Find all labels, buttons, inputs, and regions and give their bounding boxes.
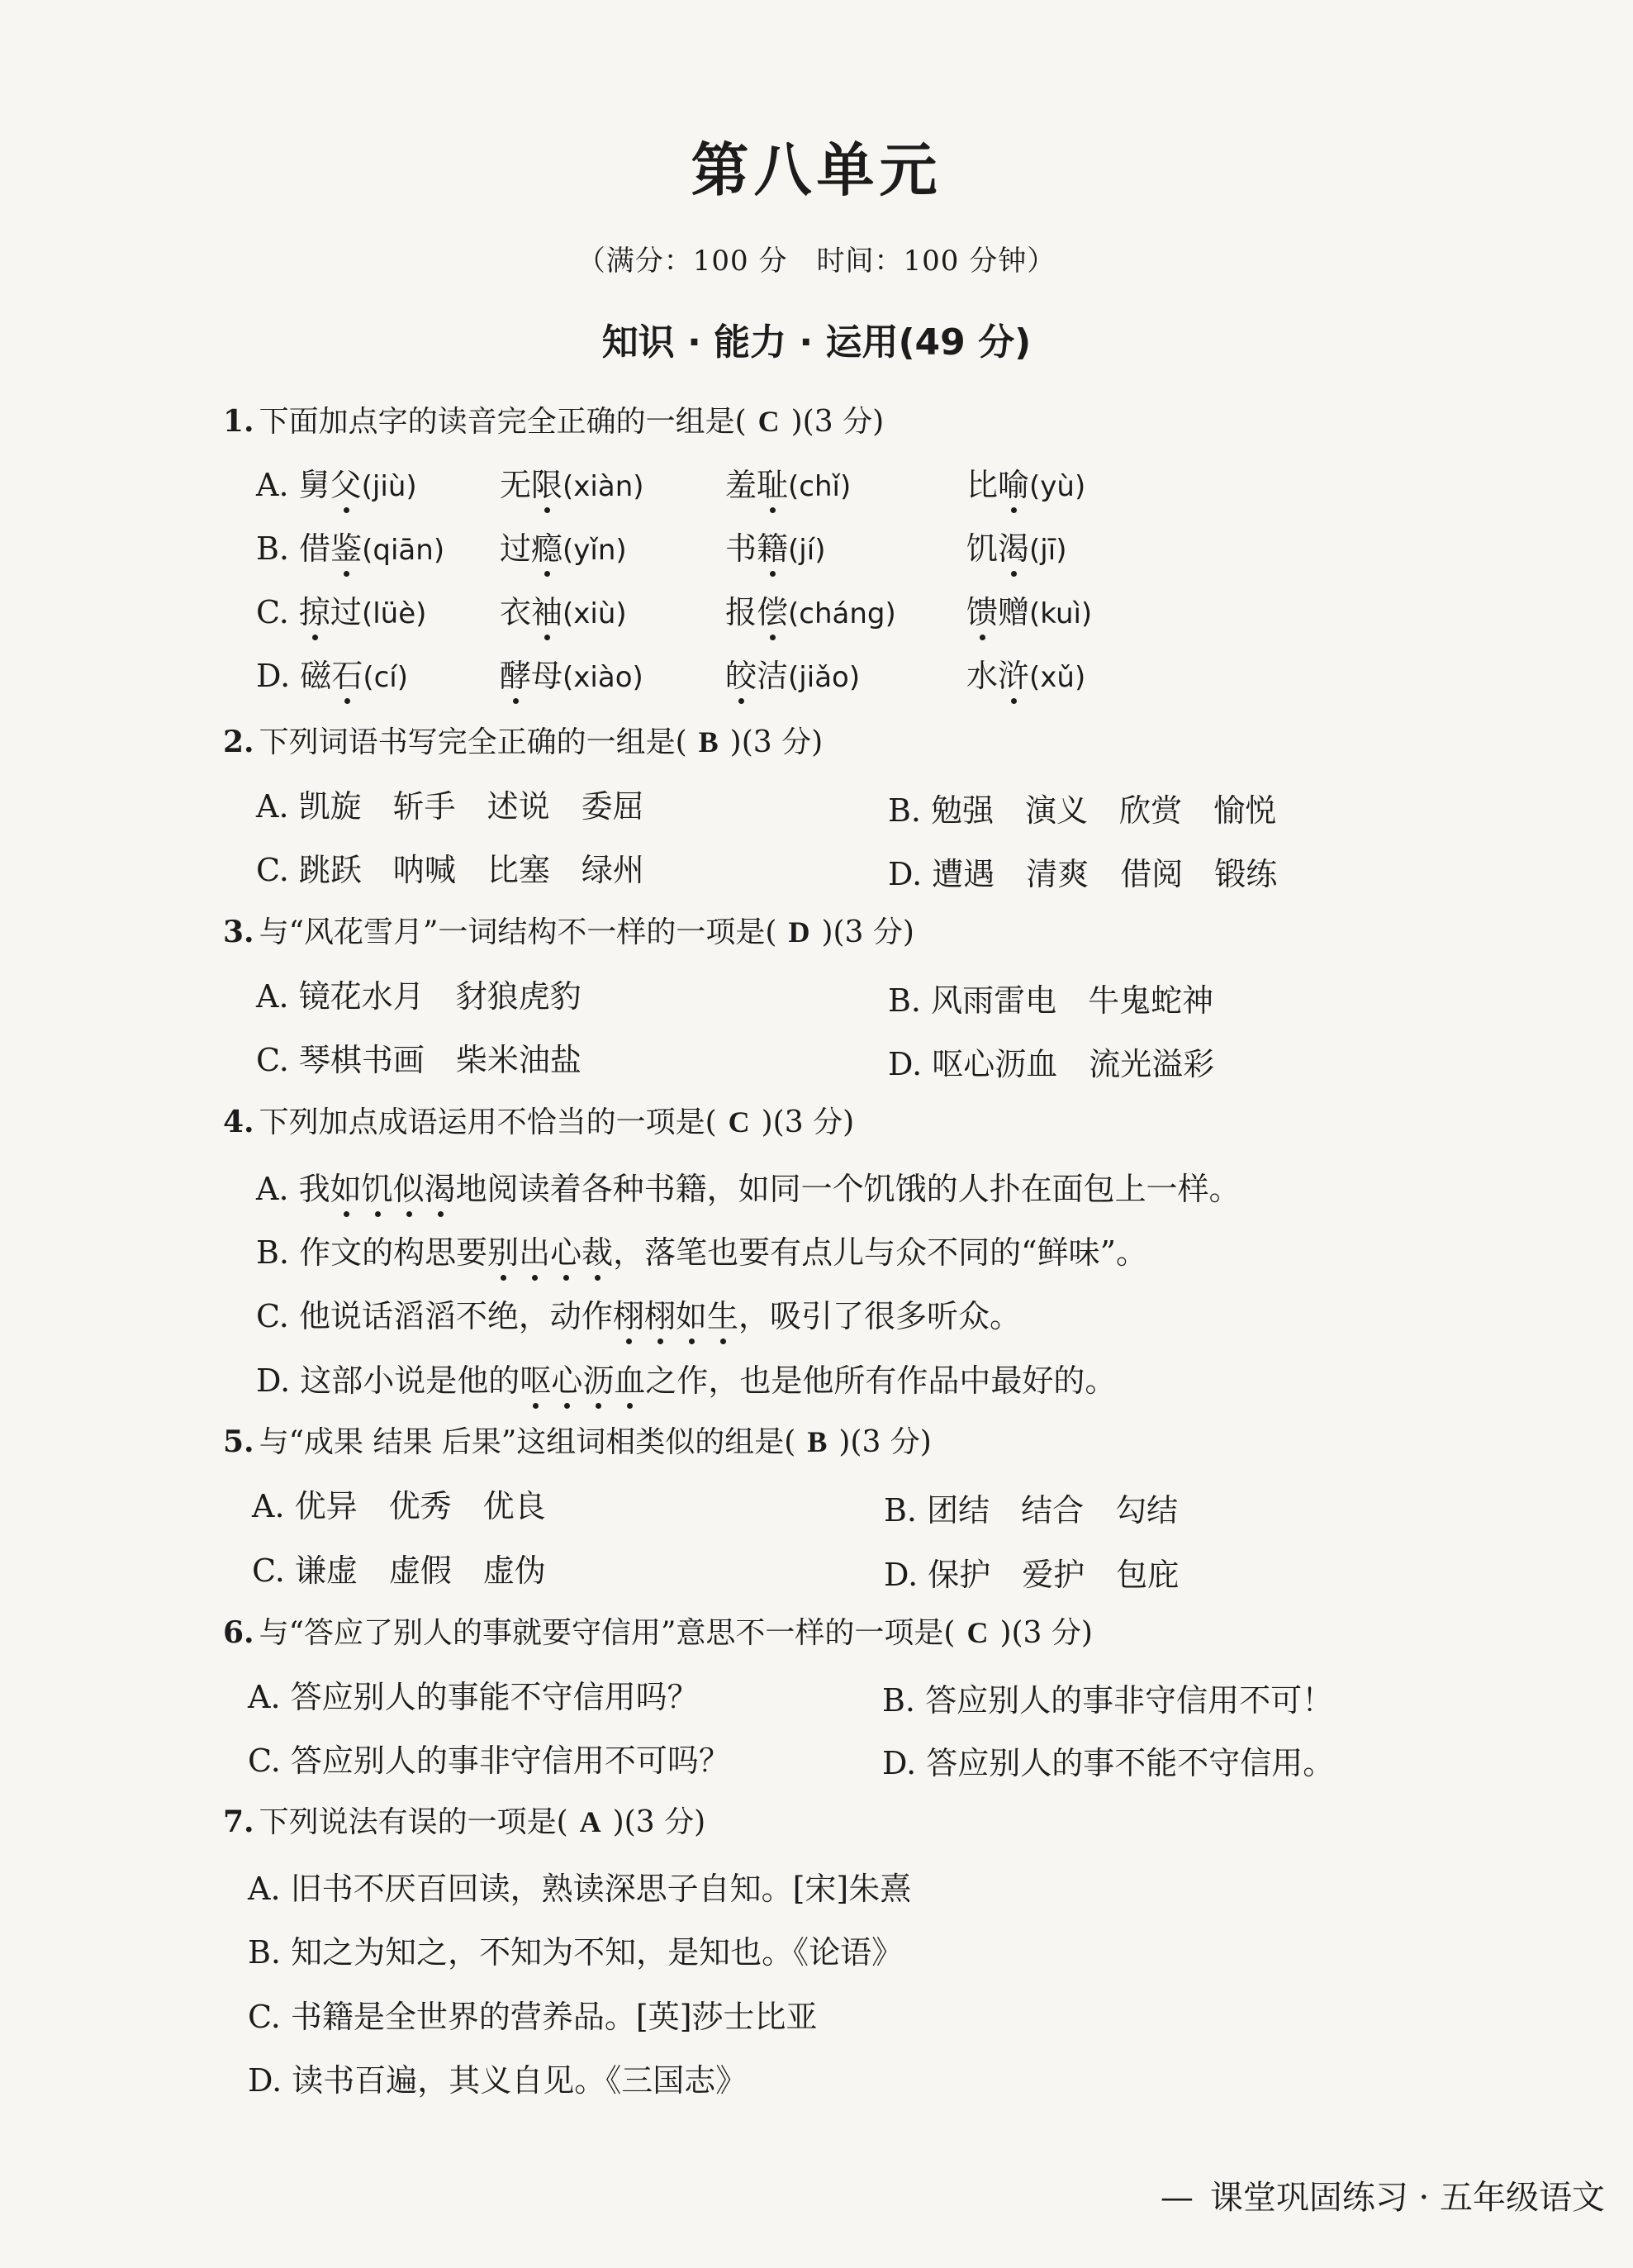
question-7-stem: 7. 下列说法有误的一项是( A )(3 分): [223, 1804, 706, 1839]
section-heading: 知识 · 能力 · 运用(49 分): [601, 321, 1032, 364]
emphasis-dot-char: 栩: [613, 1291, 644, 1336]
emphasis-dot-char: 如: [330, 1163, 362, 1209]
q1-option-d-item2: 酵母(xiào): [500, 650, 643, 696]
answer-mark: D: [788, 915, 810, 949]
q1-option-a: A. 舅父(jiù): [256, 459, 417, 505]
answer-mark: C: [757, 405, 780, 438]
q1-option-d-item4: 水浒(xǔ): [966, 650, 1085, 696]
answer-mark: C: [966, 1616, 989, 1649]
q1-option-b-item2: 过瘾(yǐn): [500, 523, 627, 568]
q3-option-c: C. 琴棋书画 柴米油盐: [256, 1042, 582, 1078]
q7-option-c: C. 书籍是全世界的营养品。[英]莎士比亚: [248, 1999, 818, 2035]
emphasis-dot-char: 饥: [362, 1163, 393, 1209]
emphasis-dot-char: 如: [676, 1291, 707, 1336]
emphasis-dot-char: 似: [393, 1163, 425, 1209]
question-4-stem: 4. 下列加点成语运用不恰当的一项是( C )(3 分): [223, 1105, 855, 1139]
emphasis-dot-char: 呕: [520, 1355, 551, 1400]
question-6-stem: 6. 与“答应了别人的事就要守信用”意思不一样的一项是( C )(3 分): [223, 1615, 1093, 1650]
question-3-stem: 3. 与“风花雪月”一词结构不一样的一项是( D )(3 分): [223, 915, 914, 949]
emphasis-dot-char: 栩: [644, 1291, 676, 1336]
q6-option-c: C. 答应别人的事非守信用不可吗？: [248, 1743, 730, 1779]
emphasis-dot-char: 心: [550, 1227, 582, 1272]
emphasis-dot-char: 出: [519, 1227, 550, 1272]
q6-option-b: B. 答应别人的事非守信用不可！: [882, 1682, 1334, 1719]
q5-option-a: A. 优异 优秀 优良: [252, 1488, 546, 1524]
emphasis-dot-char: 裁: [582, 1227, 613, 1272]
answer-mark: B: [807, 1425, 828, 1458]
question-2-stem: 2. 下列词语书写完全正确的一组是( B )(3 分): [223, 725, 824, 759]
q3-option-d: D. 呕心沥血 流光溢彩: [888, 1046, 1215, 1082]
q1-option-a-item4: 比喻(yù): [966, 459, 1085, 505]
q5-option-d: D. 保护 爱护 包庇: [884, 1557, 1180, 1593]
q5-option-c: C. 谦虚 虚假 虚伪: [252, 1552, 546, 1589]
emphasis-dot-char: 心: [551, 1355, 582, 1400]
q5-option-b: B. 团结 结合 勾结: [884, 1492, 1179, 1529]
answer-mark: B: [698, 725, 719, 758]
question-5-stem: 5. 与“成果 结果 后果”这组词相类似的组是( B )(3 分): [223, 1424, 932, 1459]
q2-option-b: B. 勉强 演义 欣赏 愉悦: [888, 792, 1277, 829]
emphasis-dot-char: 血: [614, 1355, 645, 1400]
q1-option-a-item3: 羞耻(chǐ): [725, 459, 851, 505]
q1-option-b-item4: 饥渴(jī): [966, 523, 1066, 568]
q7-option-d: D. 读书百遍，其义自见。《三国志》: [248, 2062, 748, 2099]
q1-option-b: B. 借鉴(qiān): [256, 523, 444, 568]
emphasis-dot-char: 沥: [582, 1355, 614, 1400]
emphasis-dot-char: 渴: [425, 1163, 456, 1209]
q2-option-a: A. 凯旋 斩手 述说 委屈: [256, 788, 644, 825]
score-time-info: （满分：100 分 时间：100 分钟）: [577, 245, 1056, 278]
q7-option-a: A. 旧书不厌百回读，熟读深思子自知。[宋]朱熹: [248, 1871, 912, 1907]
q3-option-a: A. 镜花水月 豺狼虎豹: [256, 978, 582, 1015]
q1-option-c-item2: 衣袖(xiù): [500, 587, 627, 632]
q7-option-b: B. 知之为知之，不知为不知，是知也。《论语》: [248, 1934, 904, 1971]
q1-option-d: D. 磁石(cí): [256, 650, 408, 696]
q4-option-c: C. 他说话滔滔不绝，动作栩栩如生，吸引了很多听众。: [256, 1291, 1021, 1336]
question-1-stem: 1. 下面加点字的读音完全正确的一组是( C )(3 分): [223, 404, 885, 439]
q3-option-b: B. 风雨雷电 牛鬼蛇神: [888, 982, 1214, 1019]
q4-option-b: B. 作文的构思要别出心裁，落笔也要有点儿与众不同的“鲜味”。: [256, 1227, 1147, 1272]
q1-option-c-item4: 馈赠(kuì): [966, 587, 1092, 632]
q1-option-b-item3: 书籍(jí): [725, 523, 825, 568]
page-title: 第八单元: [691, 136, 942, 204]
q2-option-c: C. 跳跃 呐喊 比塞 绿州: [256, 852, 644, 888]
answer-mark: C: [728, 1105, 750, 1139]
page-footer: [1161, 2171, 1605, 2218]
q6-option-d: D. 答应别人的事不能不守信用。: [882, 1745, 1335, 1781]
q1-option-d-item3: 皎洁(jiǎo): [725, 650, 860, 696]
q1-option-a-item2: 无限(xiàn): [500, 459, 644, 505]
q4-option-d: D. 这部小说是他的呕心沥血之作，也是他所有作品中最好的。: [256, 1355, 1116, 1400]
q4-option-a: A. 我如饥似渴地阅读着各种书籍，如同一个饥饿的人扑在面包上一样。: [256, 1163, 1241, 1209]
footer-text: 课堂巩固练习 · 五年级语文: [1209, 2179, 1605, 2217]
q2-option-d: D. 遭遇 清爽 借阅 锻练: [888, 856, 1278, 892]
emphasis-dot-char: 生: [707, 1291, 738, 1336]
q1-option-c: C. 掠过(lüè): [256, 587, 426, 632]
q1-option-c-item3: 报偿(cháng): [725, 587, 896, 632]
emphasis-dot-char: 别: [487, 1227, 519, 1272]
footer-dash: —: [1160, 2179, 1194, 2217]
q6-option-a: A. 答应别人的事能不守信用吗？: [248, 1679, 699, 1715]
answer-mark: A: [579, 1805, 601, 1838]
